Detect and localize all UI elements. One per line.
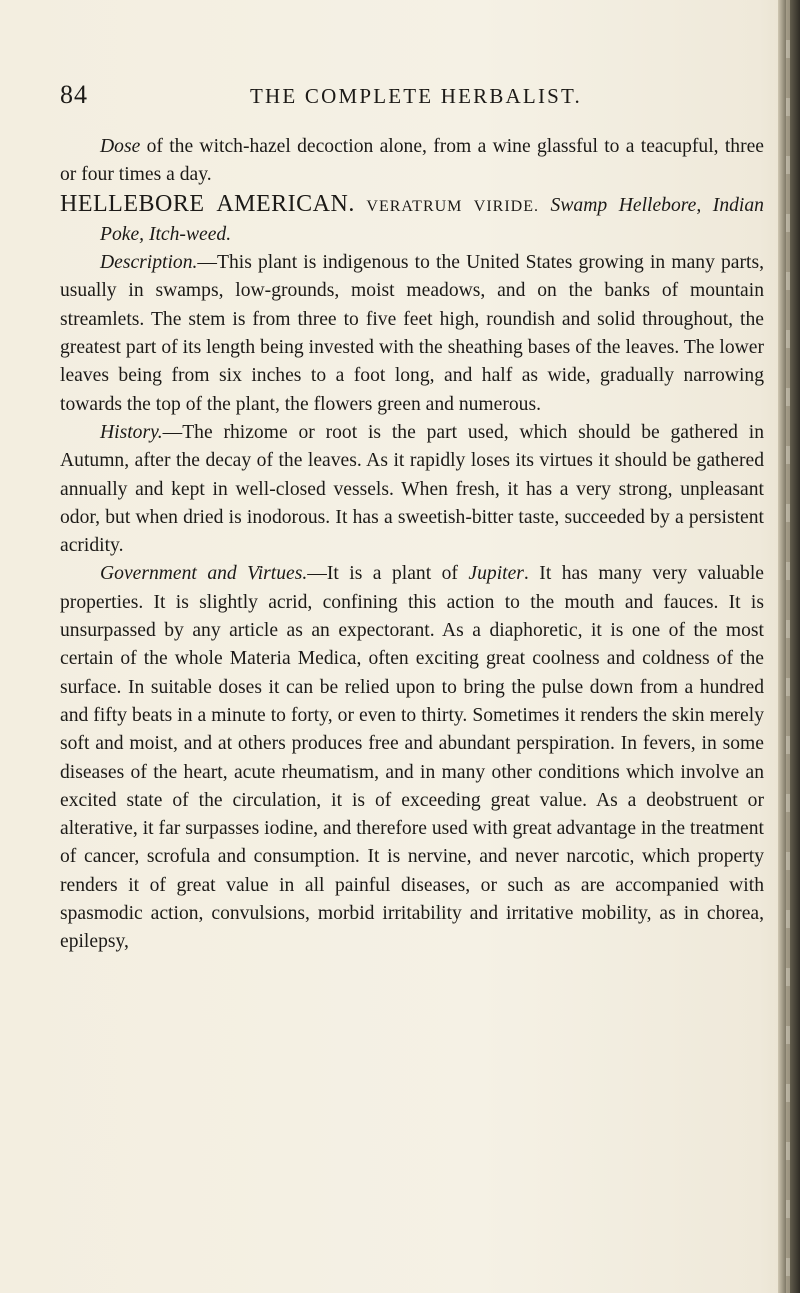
- government-planet: Jupiter: [468, 563, 524, 585]
- description-label: Description.: [100, 252, 198, 274]
- government-paragraph: [60, 560, 764, 956]
- entry-headword: HELLEBORE AMERICAN.: [60, 190, 355, 217]
- description-paragraph: [60, 249, 764, 419]
- entry-synonyms: Swamp Hellebore, Indian Poke, Itch-weed.: [100, 194, 764, 245]
- history-text: —The rhizome or root is the part used, which should be gathered in Autumn, after the decay of the leaves. As it rapidly loses its virtues it should be gathered annually and kept in well-closed vessels. When fresh, it has a very strong, unpleasant odor, but when dried is inodorous. It has a sweetish-bitter taste, succeeded by a persistent acridity.: [60, 421, 764, 557]
- government-text-rest: . It has many very valuable properties. It is slightly acrid, confining this action to the mouth and fauces. It is unsurpassed by any article as an expectorant. As a diaphoretic, it is one of the most certain of the whole Materia Medica, often exciting great coolness and coldness of the surface. In suitable doses it can be relied upon to bring the pulse down from a hundred and fifty beats in a minute to forty, or even to thirty. Sometimes it renders the skin merely soft and moist, and at others produces free and abundant perspiration. In fevers, in some diseases of the heart, acute rheumatism, and in many other conditions which involve an excited state of the circulation, it is of exceeding great value. As a deobstruent or alterative, it far surpasses iodine, and therefore used with great advantage in the treatment of cancer, scrofula and consumption. It is nervine, and never narcotic, which property renders it of great value in all painful diseases, or such as are accompanied with spasmodic action, convulsions, morbid irritability and irritative mobility, as in chorea, epilepsy,: [60, 563, 764, 953]
- entry-latin-name: VERATRUM VIRIDE.: [366, 197, 539, 215]
- description-text: —This plant is indigenous to the United States growing in many parts, usually in swamps, low-grounds, moist meadows, and on the banks of mountain streamlets. The stem is from three to five feet high, roundish and solid throughout, the greatest part of its length being invested with the sheathing bases of the leaves. The lower leaves being from six inches to a foot long, and half as wide, gradually narrowing towards the top of the plant, the flowers green and numerous.: [60, 252, 764, 415]
- dose-label: Dose: [100, 136, 141, 157]
- page-body: [60, 133, 764, 957]
- dose-paragraph: [60, 133, 764, 190]
- history-paragraph: [60, 419, 764, 560]
- page-number: 84: [60, 80, 88, 109]
- book-edge-texture: [786, 0, 790, 1293]
- government-label: Government and Virtues.: [100, 563, 308, 585]
- page-header: [60, 80, 760, 110]
- history-label: History.: [100, 421, 163, 443]
- entry-heading: [60, 190, 764, 250]
- running-title: THE COMPLETE HERBALIST.: [250, 84, 582, 108]
- dose-text: of the witch-hazel decoction alone, from a wine glassful to a teacupful, three or four times a day.: [60, 136, 764, 186]
- government-text-start: —It is a plant of: [307, 563, 469, 585]
